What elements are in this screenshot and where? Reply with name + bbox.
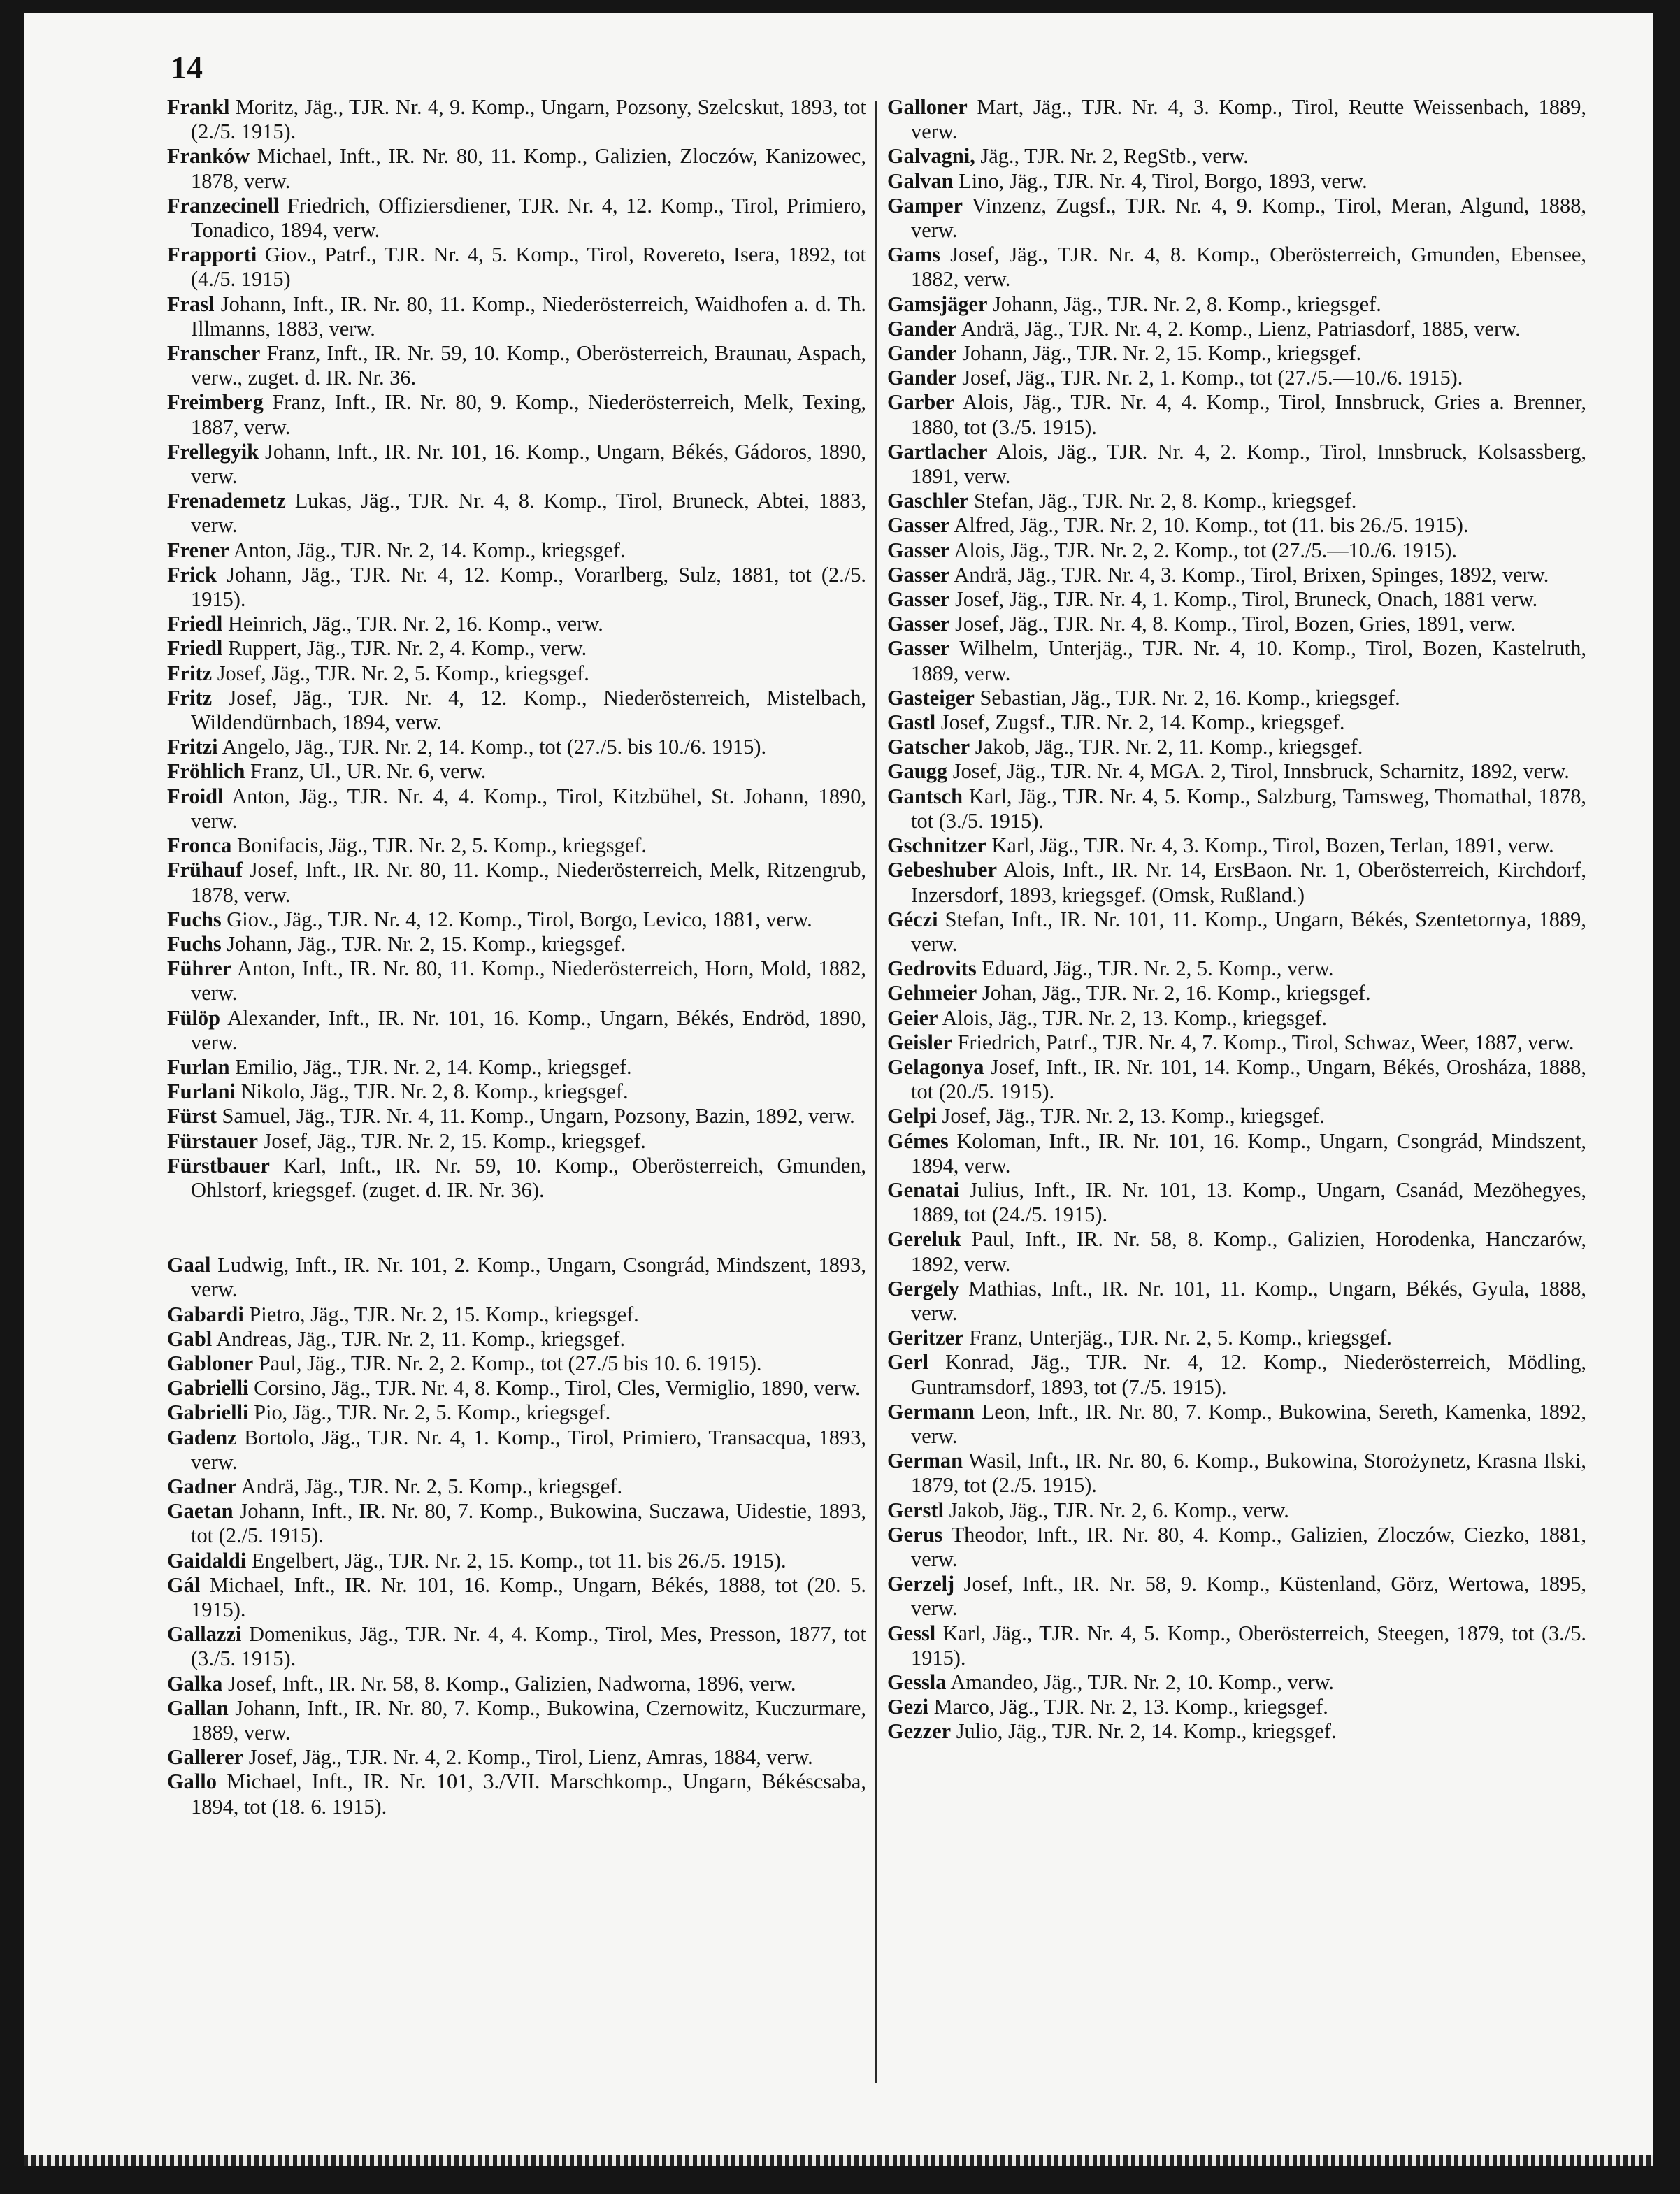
entry-details: Anton, Jäg., TJR. Nr. 4, 4. Komp., Tirol, Kitzbühel, St. Johann, 1890, verw. [191, 784, 867, 833]
register-entry [887, 686, 1586, 710]
entry-details: Engelbert, Jäg., TJR. Nr. 2, 15. Komp., tot 11. bis 26./5. 1915). [251, 1548, 787, 1572]
entry-details: Bortolo, Jäg., TJR. Nr. 4, 1. Komp., Tirol, Primiero, Transacqua, 1893, verw. [191, 1425, 866, 1474]
entry-details: Franz, Ul., UR. Nr. 6, verw. [250, 759, 487, 784]
register-entry [167, 784, 866, 833]
register-entry [887, 1055, 1586, 1104]
entry-surname: Gaetan [167, 1499, 234, 1523]
entry-details: Johann, Jäg., TJR. Nr. 2, 15. Komp., kriegsgef. [962, 341, 1362, 366]
entry-details: Samuel, Jäg., TJR. Nr. 4, 11. Komp., Ungarn, Pozsony, Bazin, 1892, verw. [222, 1104, 855, 1128]
entry-surname: Furlani [167, 1080, 236, 1104]
entry-surname: Gelpi [887, 1104, 937, 1128]
entry-surname: Franków [167, 144, 250, 169]
entry-surname: Gander [887, 316, 957, 340]
entry-details: Domenikus, Jäg., TJR. Nr. 4, 4. Komp., Tirol, Mes, Presson, 1877, tot (3./5. 1915). [191, 1622, 866, 1671]
register-entry [887, 612, 1586, 636]
entry-surname: German [887, 1449, 963, 1473]
entry-surname: Gerzelj [887, 1572, 955, 1596]
entry-details: Leon, Inft., IR. Nr. 80, 7. Komp., Bukowina, Sereth, Kamenka, 1892, verw. [911, 1399, 1586, 1448]
register-entry [887, 341, 1586, 366]
entry-surname: Gezzer [887, 1719, 952, 1744]
register-entry [167, 292, 866, 341]
entry-surname: Germann [887, 1399, 975, 1424]
entry-surname: Gezi [887, 1695, 929, 1719]
entry-details: Pietro, Jäg., TJR. Nr. 2, 15. Komp., kriegsgef. [249, 1302, 639, 1326]
register-entry [167, 1426, 866, 1475]
register-entry [167, 1499, 866, 1548]
entry-details: Eduard, Jäg., TJR. Nr. 2, 5. Komp., verw. [982, 956, 1334, 981]
register-entry [167, 833, 866, 858]
register-entry [167, 908, 866, 932]
entry-details: Alois, Jäg., TJR. Nr. 4, 4. Komp., Tirol, Innsbruck, Gries a. Brenner, 1880, tot (3./5. 1915). [911, 390, 1586, 439]
entry-details: Andrä, Jäg., TJR. Nr. 4, 2. Komp., Lienz, Patriasdorf, 1885, verw. [961, 316, 1521, 340]
entry-surname: Franscher [167, 341, 261, 366]
entry-details: Josef, Jäg., TJR. Nr. 4, 2. Komp., Tirol, Lienz, Amras, 1884, verw. [248, 1745, 813, 1770]
register-entry [167, 661, 866, 686]
entry-surname: Friedl [167, 636, 223, 661]
entry-surname: Genatai [887, 1177, 959, 1202]
entry-details: Karl, Jäg., TJR. Nr. 4, 5. Komp., Oberösterreich, Steegen, 1879, tot (3./5. 1915). [911, 1621, 1586, 1670]
register-entry [887, 784, 1586, 833]
entry-surname: Freimberg [167, 390, 264, 415]
entry-details: Josef, Jäg., TJR. Nr. 4, 12. Komp., Niederösterreich, Mistelbach, Wildendürnbach, 1894, verw. [191, 685, 866, 735]
register-entry [887, 243, 1586, 292]
entry-surname: Gabl [167, 1326, 213, 1351]
entry-details: Wilhelm, Unterjäg., TJR. Nr. 4, 10. Komp., Tirol, Bozen, Kastelruth, 1889, verw. [911, 636, 1586, 685]
entry-surname: Gémes [887, 1128, 949, 1153]
register-entry [887, 144, 1586, 169]
entry-surname: Frenademetz [167, 489, 286, 513]
entry-surname: Gallerer [167, 1745, 244, 1770]
entry-details: Alexander, Inft., IR. Nr. 101, 16. Komp., Ungarn, Békés, Endröd, 1890, verw. [191, 1005, 866, 1054]
entry-details: Julio, Jäg., TJR. Nr. 2, 14. Komp., kriegsgef. [956, 1719, 1337, 1744]
entry-surname: Frellegyik [167, 439, 259, 464]
register-entry [167, 144, 866, 193]
entry-details: Giov., Patrf., TJR. Nr. 4, 5. Komp., Tirol, Rovereto, Isera, 1892, tot (4./5. 1915) [191, 243, 866, 292]
register-entry [887, 1670, 1586, 1695]
entry-surname: Galka [167, 1671, 223, 1695]
entry-details: Josef, Inft., IR. Nr. 58, 8. Komp., Galizien, Nadworna, 1896, verw. [227, 1671, 796, 1695]
entry-surname: Gasser [887, 513, 950, 538]
entry-surname: Gerstl [887, 1498, 945, 1522]
register-entry [167, 440, 866, 489]
entry-details: Josef, Inft., IR. Nr. 58, 9. Komp., Küstenland, Görz, Wertowa, 1895, verw. [911, 1572, 1586, 1621]
register-entry [167, 341, 866, 390]
entry-details: Friedrich, Offiziersdiener, TJR. Nr. 4, 12. Komp., Tirol, Primiero, Tonadico, 1894, verw. [191, 193, 866, 243]
entry-details: Mart, Jäg., TJR. Nr. 4, 3. Komp., Tirol, Reutte Weissenbach, 1889, verw. [911, 95, 1586, 144]
entry-surname: Gehmeier [887, 981, 977, 1005]
entry-details: Franz, Inft., IR. Nr. 80, 9. Komp., Niederösterreich, Melk, Texing, 1887, verw. [191, 390, 866, 439]
entry-details: Vinzenz, Zugsf., TJR. Nr. 4, 9. Komp., Tirol, Meran, Algund, 1888, verw. [911, 193, 1586, 243]
register-entry [167, 1351, 866, 1376]
entry-surname: Gasser [887, 636, 950, 661]
entry-details: Franz, Inft., IR. Nr. 59, 10. Komp., Oberösterreich, Braunau, Aspach, verw., zuget. d. IR. Nr. 36. [191, 341, 866, 390]
entry-surname: Führer [167, 956, 232, 981]
entry-surname: Gessl [887, 1621, 936, 1645]
register-entry [887, 1178, 1586, 1227]
entry-surname: Froidl [167, 784, 224, 808]
register-entry [887, 1449, 1586, 1498]
entry-surname: Gasser [887, 538, 950, 562]
entry-details: Alfred, Jäg., TJR. Nr. 2, 10. Komp., tot (11. bis 26./5. 1915). [954, 513, 1469, 538]
register-entry [167, 636, 866, 661]
entry-surname: Gergely [887, 1276, 959, 1300]
entry-details: Johan, Jäg., TJR. Nr. 2, 16. Komp., kriegsgef. [982, 981, 1371, 1005]
entry-surname: Geritzer [887, 1326, 964, 1350]
register-entry [887, 981, 1586, 1005]
right-column [887, 95, 1586, 1744]
entry-surname: Fröhlich [167, 759, 245, 784]
register-entry [167, 1745, 866, 1770]
entry-surname: Frapporti [167, 243, 257, 267]
entry-details: Josef, Jäg., TJR. Nr. 2, 13. Komp., kriegsgef. [942, 1104, 1325, 1128]
entry-surname: Geier [887, 1005, 938, 1030]
entry-surname: Gedrovits [887, 956, 977, 981]
entry-details: Andrä, Jäg., TJR. Nr. 4, 3. Komp., Tirol, Brixen, Spinges, 1892, verw. [954, 562, 1549, 587]
entry-surname: Friedl [167, 612, 223, 636]
entry-details: Wasil, Inft., IR. Nr. 80, 6. Komp., Bukowina, Storożynetz, Krasna Ilski, 1879, tot (2./5. 1915). [911, 1449, 1586, 1498]
register-entry [887, 489, 1586, 513]
entry-details: Franz, Unterjäg., TJR. Nr. 2, 5. Komp., kriegsgef. [969, 1326, 1392, 1350]
entry-details: Michael, Inft., IR. Nr. 101, 3./VII. Marschkomp., Ungarn, Békéscsaba, 1894, tot (18. 6. 1915). [191, 1770, 866, 1819]
entry-details: Karl, Inft., IR. Nr. 59, 10. Komp., Oberösterreich, Gmunden, Ohlstorf, kriegsgef. (zuget. d. IR. Nr. 36). [191, 1153, 866, 1202]
entry-surname: Galvan [887, 169, 954, 193]
register-entry [167, 1080, 866, 1104]
entry-surname: Gasteiger [887, 685, 975, 710]
entry-surname: Fülöp [167, 1005, 221, 1030]
register-entry [887, 908, 1586, 956]
register-entry [167, 612, 866, 636]
entry-surname: Galloner [887, 95, 968, 119]
register-entry [887, 1523, 1586, 1572]
entry-details: Karl, Jäg., TJR. Nr. 4, 3. Komp., Tirol, Bozen, Terlan, 1891, verw. [991, 833, 1554, 858]
register-entry [887, 292, 1586, 317]
entry-details: Koloman, Inft., IR. Nr. 101, 16. Komp., Ungarn, Csongrád, Mindszent, 1894, verw. [911, 1128, 1586, 1177]
register-entry [167, 1672, 866, 1696]
entry-surname: Gabrielli [167, 1376, 249, 1400]
entry-surname: Gadner [167, 1474, 237, 1498]
entry-surname: Gaschler [887, 489, 969, 513]
entry-details: Johann, Inft., IR. Nr. 101, 16. Komp., Ungarn, Békés, Gádoros, 1890, verw. [191, 439, 866, 489]
entry-details: Johann, Jäg., TJR. Nr. 4, 12. Komp., Vorarlberg, Sulz, 1881, tot (2./5. 1915). [191, 562, 866, 612]
entry-details: Lukas, Jäg., TJR. Nr. 4, 8. Komp., Tirol, Bruneck, Abtei, 1883, verw. [191, 489, 866, 538]
register-entry [887, 538, 1586, 563]
entry-surname: Gabloner [167, 1351, 254, 1375]
entry-details: Johann, Inft., IR. Nr. 80, 11. Komp., Niederösterreich, Waidhofen a. d. Th. Illmanns, 1883, verw. [191, 292, 866, 340]
entry-surname: Gaugg [887, 759, 948, 784]
entry-details: Sebastian, Jäg., TJR. Nr. 2, 16. Komp., kriegsgef. [979, 685, 1400, 710]
entry-details: Jäg., TJR. Nr. 2, RegStb., verw. [980, 144, 1249, 169]
entry-surname: Gál [167, 1572, 201, 1597]
entry-details: Anton, Jäg., TJR. Nr. 2, 14. Komp., kriegsgef. [233, 538, 626, 562]
entry-surname: Frasl [167, 292, 215, 316]
entry-details: Corsino, Jäg., TJR. Nr. 4, 8. Komp., Tirol, Cles, Vermiglio, 1890, verw. [254, 1376, 861, 1400]
entry-surname: Gerl [887, 1350, 929, 1375]
register-entry [167, 1327, 866, 1351]
register-entry [887, 1326, 1586, 1350]
entry-details: Alois, Jäg., TJR. Nr. 4, 2. Komp., Tirol, Innsbruck, Kolsassberg, 1891, verw. [911, 439, 1586, 489]
register-entry [167, 956, 866, 1005]
entry-surname: Fürstbauer [167, 1153, 270, 1177]
entry-surname: Gessla [887, 1670, 947, 1694]
register-entry [167, 1129, 866, 1154]
entry-details: Jakob, Jäg., TJR. Nr. 2, 11. Komp., kriegsgef. [975, 735, 1363, 759]
register-entry [167, 932, 866, 956]
entry-surname: Galvagni, [887, 144, 975, 169]
entry-details: Jakob, Jäg., TJR. Nr. 2, 6. Komp., verw. [949, 1498, 1289, 1522]
entry-details: Ludwig, Inft., IR. Nr. 101, 2. Komp., Ungarn, Csongrád, Mindszent, 1893, verw. [191, 1253, 866, 1302]
register-entry [167, 1253, 866, 1302]
entries-g-continued-section [887, 95, 1586, 1744]
scan-edge-decoration [24, 2155, 1653, 2166]
register-entry [887, 833, 1586, 858]
entry-details: Josef, Jäg., TJR. Nr. 4, 1. Komp., Tirol, Bruneck, Onach, 1881 verw. [955, 587, 1538, 612]
entry-details: Nikolo, Jäg., TJR. Nr. 2, 8. Komp., kriegsgef. [240, 1080, 629, 1104]
register-entry [167, 95, 866, 144]
entry-surname: Gabardi [167, 1302, 244, 1326]
entry-surname: Furlan [167, 1054, 230, 1079]
entry-details: Marco, Jäg., TJR. Nr. 2, 13. Komp., kriegsgef. [933, 1695, 1328, 1719]
entry-details: Giov., Jäg., TJR. Nr. 4, 12. Komp., Tirol, Borgo, Levico, 1881, verw. [227, 907, 812, 931]
register-entry [887, 710, 1586, 735]
register-entry [167, 686, 866, 735]
register-entry [887, 956, 1586, 981]
entry-details: Julius, Inft., IR. Nr. 101, 13. Komp., Ungarn, Csanád, Mezöhegyes, 1889, tot (24./5. 1915). [911, 1177, 1586, 1227]
register-entry [167, 538, 866, 563]
entry-details: Anton, Inft., IR. Nr. 80, 11. Komp., Niederösterreich, Horn, Mold, 1882, verw. [191, 956, 867, 1005]
entry-details: Lino, Jäg., TJR. Nr. 4, Tirol, Borgo, 1893, verw. [959, 169, 1367, 193]
entry-surname: Gadenz [167, 1425, 237, 1449]
register-entry [167, 858, 866, 907]
entry-details: Josef, Jäg., TJR. Nr. 2, 5. Komp., kriegsgef. [217, 661, 589, 685]
register-entry [887, 513, 1586, 538]
entry-surname: Fürst [167, 1104, 217, 1128]
register-entry [887, 1719, 1586, 1744]
register-entry [887, 563, 1586, 587]
entry-surname: Fuchs [167, 931, 222, 956]
entry-surname: Fuchs [167, 907, 222, 931]
register-entry [167, 563, 866, 612]
entry-details: Johann, Inft., IR. Nr. 80, 7. Komp., Bukowina, Suczawa, Uidestie, 1893, tot (2./5. 1915). [191, 1499, 866, 1548]
register-entry [167, 1696, 866, 1745]
register-entry [167, 1475, 866, 1499]
entry-details: Johann, Jäg., TJR. Nr. 2, 8. Komp., kriegsgef. [993, 292, 1381, 316]
entry-details: Moritz, Jäg., TJR. Nr. 4, 9. Komp., Ungarn, Pozsony, Szelcskut, 1893, tot (2./5. 1915). [191, 95, 866, 144]
register-entry [887, 366, 1586, 390]
entry-surname: Fürstauer [167, 1128, 258, 1153]
document-page [24, 13, 1653, 2166]
entry-details: Michael, Inft., IR. Nr. 80, 11. Komp., Galizien, Zloczów, Kanizowec, 1878, verw. [191, 144, 866, 193]
entry-surname: Gaal [167, 1253, 211, 1277]
entry-details: Josef, Jäg., TJR. Nr. 4, 8. Komp., Tirol, Bozen, Gries, 1891, verw. [955, 612, 1516, 636]
entry-details: Alois, Inft., IR. Nr. 14, ErsBaon. Nr. 1, Oberösterreich, Kirchdorf, Inzersdorf, 1893, kriegsgef. (Omsk, Rußland.) [911, 858, 1587, 907]
entry-details: Stefan, Inft., IR. Nr. 101, 11. Komp., Ungarn, Békés, Szentetornya, 1889, verw. [911, 907, 1586, 956]
register-entry [887, 1277, 1586, 1326]
register-entry [167, 1573, 866, 1622]
section-gap [167, 1203, 866, 1253]
register-entry [887, 858, 1586, 907]
register-entry [887, 169, 1586, 194]
register-entry [167, 1549, 866, 1573]
page-number: 14 [171, 50, 203, 85]
register-entry [887, 1400, 1586, 1449]
entry-surname: Gamper [887, 193, 963, 217]
entry-details: Friedrich, Patrf., TJR. Nr. 4, 7. Komp., Tirol, Schwaz, Weer, 1887, verw. [957, 1030, 1574, 1054]
entry-details: Pio, Jäg., TJR. Nr. 2, 5. Komp., kriegsgef. [254, 1400, 611, 1425]
entry-details: Josef, Inft., IR. Nr. 80, 11. Komp., Niederösterreich, Melk, Ritzengrub, 1878, verw. [191, 858, 866, 907]
entry-surname: Gebeshuber [887, 858, 998, 882]
entry-surname: Fritzi [167, 735, 218, 759]
entry-surname: Gallazzi [167, 1622, 242, 1647]
register-entry [167, 1104, 866, 1128]
register-entry [887, 1695, 1586, 1719]
entry-surname: Frankl [167, 95, 230, 119]
entry-details: Josef, Jäg., TJR. Nr. 2, 1. Komp., tot (27./5.—10./6. 1915). [962, 366, 1463, 390]
entry-details: Josef, Jäg., TJR. Nr. 2, 15. Komp., kriegsgef. [263, 1128, 646, 1153]
entry-details: Alois, Jäg., TJR. Nr. 2, 2. Komp., tot (27./5.—10./6. 1915). [954, 538, 1457, 562]
register-entry [887, 735, 1586, 759]
register-entry [887, 194, 1586, 243]
register-entry [887, 759, 1586, 784]
entries-g-section [167, 1253, 866, 1819]
entry-surname: Fronca [167, 833, 232, 858]
entry-details: Theodor, Inft., IR. Nr. 80, 4. Komp., Galizien, Zloczów, Ciezko, 1881, verw. [911, 1522, 1586, 1571]
register-entry [887, 95, 1586, 144]
register-entry [167, 1770, 866, 1819]
entry-details: Alois, Jäg., TJR. Nr. 2, 13. Komp., kriegsgef. [942, 1005, 1328, 1030]
entry-details: Josef, Jäg., TJR. Nr. 4, MGA. 2, Tirol, Innsbruck, Scharnitz, 1892, verw. [952, 759, 1570, 784]
register-entry [167, 1154, 866, 1203]
register-entry [167, 390, 866, 439]
register-entry [167, 759, 866, 784]
register-entry [167, 1303, 866, 1327]
register-entry [887, 1129, 1586, 1178]
entry-surname: Gander [887, 366, 957, 390]
entries-f-section [167, 95, 866, 1203]
entry-surname: Geisler [887, 1030, 952, 1054]
entry-details: Stefan, Jäg., TJR. Nr. 2, 8. Komp., kriegsgef. [974, 489, 1357, 513]
entry-details: Johann, Jäg., TJR. Nr. 2, 15. Komp., kriegsgef. [227, 931, 626, 956]
register-entry [887, 1227, 1586, 1276]
entry-details: Karl, Jäg., TJR. Nr. 4, 5. Komp., Salzburg, Tamsweg, Thomathal, 1878, tot (3./5. 1915). [911, 784, 1586, 833]
entry-details: Konrad, Jäg., TJR. Nr. 4, 12. Komp., Niederösterreich, Mödling, Guntramsdorf, 1893, tot (7./5. 1915). [911, 1350, 1586, 1399]
entry-surname: Gatscher [887, 735, 970, 759]
register-entry [887, 1621, 1586, 1670]
entry-details: Josef, Zugsf., TJR. Nr. 2, 14. Komp., kriegsgef. [940, 710, 1345, 735]
entry-surname: Fritz [167, 661, 213, 685]
register-entry [887, 1498, 1586, 1523]
register-entry [887, 390, 1586, 439]
entry-surname: Gastl [887, 710, 936, 735]
register-entry [167, 194, 866, 243]
entry-details: Paul, Inft., IR. Nr. 58, 8. Komp., Galizien, Horodenka, Hanczarów, 1892, verw. [911, 1227, 1586, 1276]
entry-details: Ruppert, Jäg., TJR. Nr. 2, 4. Komp., verw. [227, 636, 587, 661]
entry-details: Bonifacis, Jäg., TJR. Nr. 2, 5. Komp., kriegsgef. [236, 833, 647, 858]
entry-surname: Gasser [887, 587, 950, 612]
register-entry [167, 243, 866, 292]
entry-surname: Gamsjäger [887, 292, 988, 316]
entry-details: Josef, Inft., IR. Nr. 101, 14. Komp., Ungarn, Békés, Orosháza, 1888, tot (20./5. 1915). [911, 1054, 1586, 1104]
entry-surname: Gschnitzer [887, 833, 986, 858]
register-entry [167, 1400, 866, 1425]
register-entry [167, 489, 866, 538]
entry-surname: Gereluk [887, 1227, 961, 1252]
entry-surname: Gaidaldi [167, 1548, 247, 1572]
entry-details: Emilio, Jäg., TJR. Nr. 2, 14. Komp., kriegsgef. [235, 1054, 632, 1079]
entry-surname: Gartlacher [887, 439, 988, 464]
register-entry [887, 1350, 1586, 1399]
entry-surname: Franzecinell [167, 193, 280, 217]
entry-details: Andrä, Jäg., TJR. Nr. 2, 5. Komp., kriegsgef. [240, 1474, 623, 1498]
entry-surname: Frick [167, 562, 217, 587]
entry-surname: Frühauf [167, 858, 243, 882]
entry-surname: Gerus [887, 1522, 943, 1547]
entry-details: Mathias, Inft., IR. Nr. 101, 11. Komp., Ungarn, Békés, Gyula, 1888, verw. [911, 1276, 1586, 1325]
entry-surname: Gantsch [887, 784, 963, 808]
entry-details: Michael, Inft., IR. Nr. 101, 16. Komp., Ungarn, Békés, 1888, tot (20. 5. 1915). [191, 1572, 866, 1621]
entry-details: Angelo, Jäg., TJR. Nr. 2, 14. Komp., tot (27./5. bis 10./6. 1915). [222, 735, 767, 759]
register-entry [887, 587, 1586, 612]
column-divider [875, 101, 877, 2083]
entry-surname: Gams [887, 243, 940, 267]
entry-surname: Gallo [167, 1770, 217, 1794]
entry-details: Johann, Inft., IR. Nr. 80, 7. Komp., Bukowina, Czernowitz, Kuczurmare, 1889, verw. [191, 1695, 866, 1744]
entry-surname: Gasser [887, 612, 950, 636]
entry-surname: Gander [887, 341, 957, 366]
register-entry [887, 1572, 1586, 1621]
register-entry [887, 317, 1586, 341]
entry-surname: Fritz [167, 685, 213, 710]
register-entry [167, 1622, 866, 1671]
entry-details: Andreas, Jäg., TJR. Nr. 2, 11. Komp., kriegsgef. [216, 1326, 626, 1351]
register-entry [167, 1006, 866, 1055]
register-entry [887, 636, 1586, 685]
entry-surname: Gabrielli [167, 1400, 249, 1425]
entry-details: Josef, Jäg., TJR. Nr. 4, 8. Komp., Oberösterreich, Gmunden, Ebensee, 1882, verw. [911, 243, 1586, 292]
entry-surname: Garber [887, 390, 955, 415]
entry-surname: Géczi [887, 907, 938, 931]
register-entry [887, 1104, 1586, 1128]
entry-surname: Gelagonya [887, 1054, 984, 1079]
entry-surname: Gasser [887, 562, 950, 587]
register-entry [167, 1376, 866, 1400]
entry-details: Heinrich, Jäg., TJR. Nr. 2, 16. Komp., verw. [227, 612, 603, 636]
entry-surname: Frener [167, 538, 229, 562]
register-entry [167, 735, 866, 759]
register-entry [887, 1031, 1586, 1055]
left-column [167, 95, 866, 1819]
entry-details: Amandeo, Jäg., TJR. Nr. 2, 10. Komp., verw. [950, 1670, 1335, 1694]
register-entry [167, 1055, 866, 1080]
register-entry [887, 440, 1586, 489]
entry-surname: Gallan [167, 1695, 229, 1720]
register-entry [887, 1006, 1586, 1031]
entry-details: Paul, Jäg., TJR. Nr. 2, 2. Komp., tot (27./5 bis 10. 6. 1915). [258, 1351, 762, 1375]
